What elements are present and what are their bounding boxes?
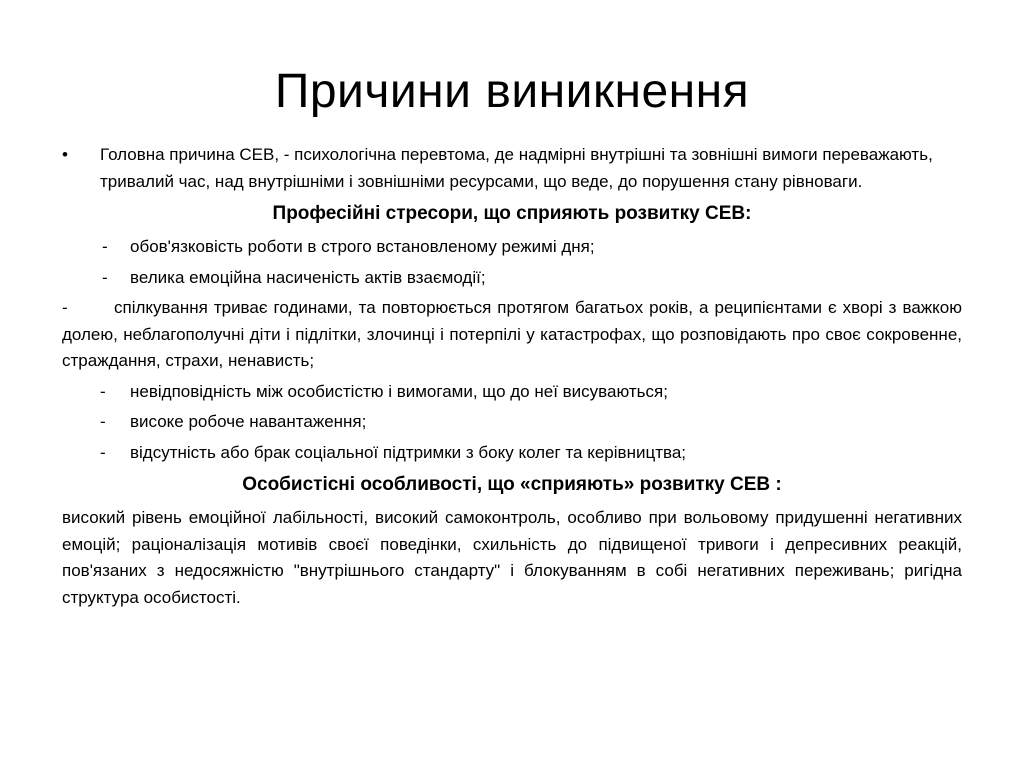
personal-paragraph: високий рівень емоційної лабільності, високий самоконтроль, особливо при вольовому придушенні негативних емоцій; раціоналізація мотивів своєї поведінки, схильність до підвищеної тривоги і депресивних реакцій, пов'язаних з недосяжністю "внутрішнього стандарту" і блокуванням в собі негативних переживань; ригідна структура особистості. xyxy=(62,508,962,607)
dash-marker: - xyxy=(100,412,106,431)
list-item-text: відсутність або брак соціальної підтримки з боку колег та керівництва; xyxy=(130,442,686,462)
stressors-heading: Професійні стресори, що сприяють розвитку СЕВ: xyxy=(272,203,752,224)
personal-heading: Особистісні особливості, що «сприяють» розвитку СЕВ : xyxy=(242,474,782,495)
list-item xyxy=(62,234,962,261)
list-item-text: високе робоче навантаження; xyxy=(130,412,367,431)
main-bullet-text: Головна причина СЕВ, - психологічна перевтома, де надмірні внутрішні та зовнішні вимоги переважають, тривалий час, над внутрішніми і зовнішніми ресурсами, що веде, до порушення стану рівноваги. xyxy=(100,145,933,191)
dash-marker: - xyxy=(100,381,106,401)
main-bullet xyxy=(62,142,962,195)
slide-title: Причини виникнення xyxy=(274,65,750,118)
long-list-item xyxy=(62,295,962,375)
dash-marker: - xyxy=(102,237,108,256)
list-item xyxy=(62,409,962,436)
long-list-item-text: спілкування триває годинами, та повторюється протягом багатьох років, а реципієнтами є хворі з важкою долею, неблагополучні діти і підлітки, злочинці і потерпілі у катастрофах, що розповідають про своє сокровенне, страждання, страхи, ненависть; xyxy=(62,298,962,370)
list-item-text: велика емоційна насиченість актів взаємодії; xyxy=(130,267,486,287)
list-item xyxy=(62,440,962,467)
list-item-text: обов'язковість роботи в строго встановленому режимі дня; xyxy=(130,237,595,256)
dash-marker: - xyxy=(62,298,68,317)
list-item xyxy=(62,265,962,292)
bullet-marker: • xyxy=(62,145,68,164)
slide-content xyxy=(62,142,962,611)
list-item-text: невідповідність між особистістю і вимогами, що до неї висуваються; xyxy=(130,381,668,401)
dash-marker: - xyxy=(102,267,108,287)
list-item xyxy=(62,379,962,406)
dash-marker: - xyxy=(100,442,106,462)
